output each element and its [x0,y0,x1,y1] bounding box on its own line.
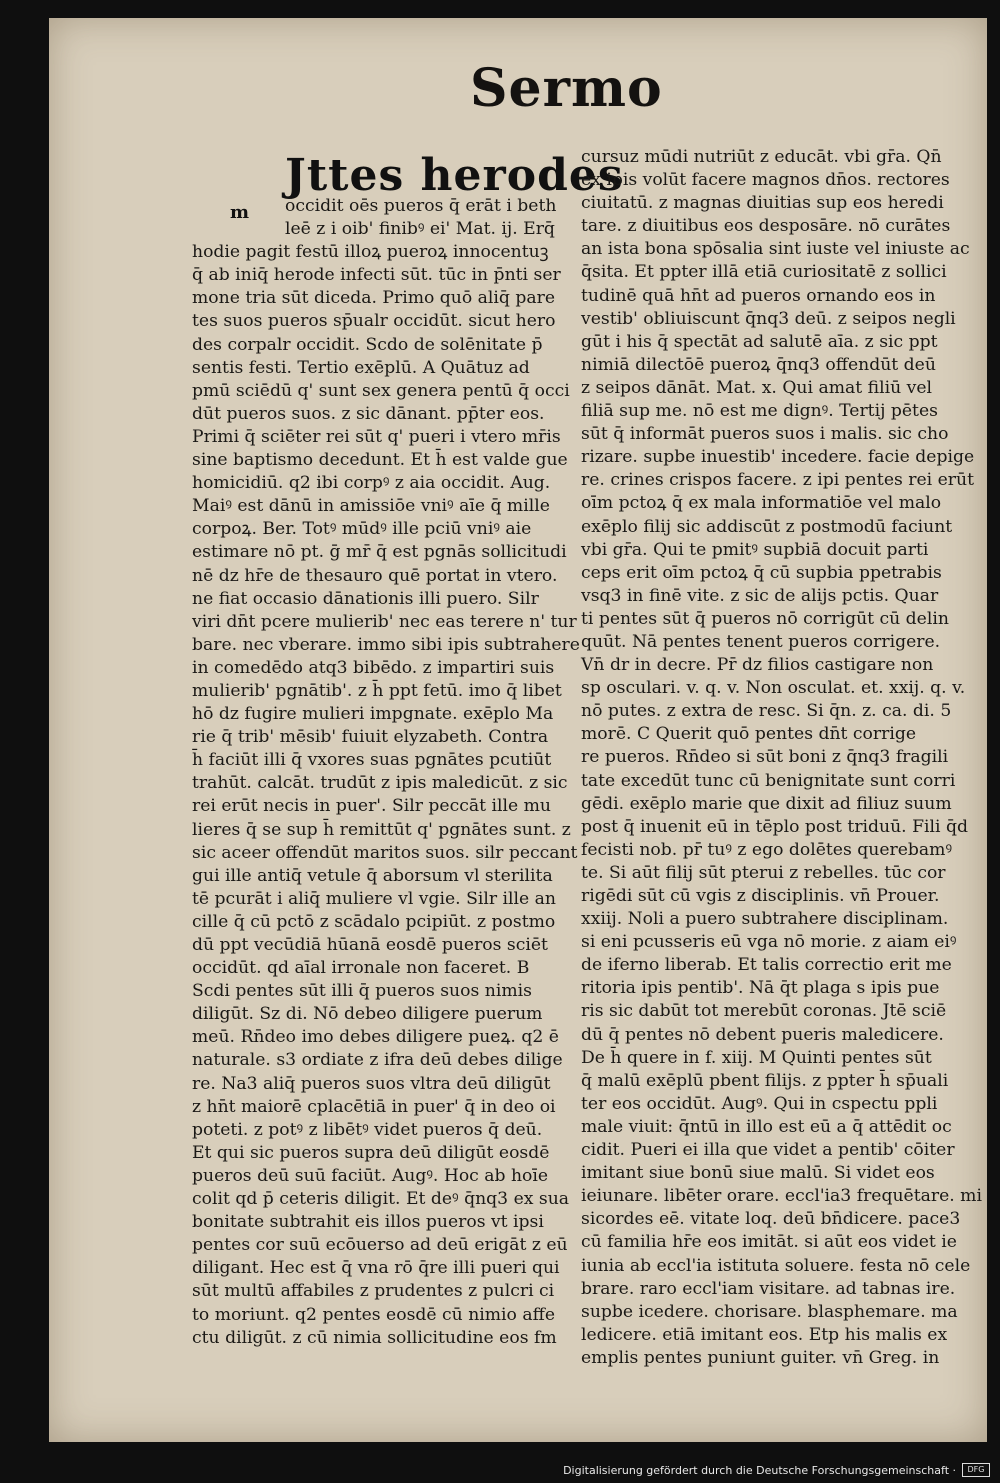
text-line: iunia ab eccl'ia istituta soluere. festa nō cele [581,1255,971,1276]
text-line: ti pentes sūt q̄ pueros nō corrigūt cū delin [581,608,949,629]
text-line: re. Na3 aliq̄ pueros suos vltra deū diligūt [192,1073,551,1094]
text-line: filiā sup me. nō est me dignꝰ. Tertij pētes [581,401,938,422]
running-header: Sermo [470,58,663,119]
text-line: imitant siue bonū siue malū. Si videt eos [581,1163,935,1184]
text-line: sūt multū affabiles z prudentes z pulcri ci [192,1281,555,1302]
text-line: in comedēdo atq3 bibēdo. z impartiri suis [192,657,555,678]
text-line: dūt pueros suos. z sic dānant. pp̄ter eos. [192,403,545,424]
text-line: naturale. s3 ordiate z ifra deū debes dilige [192,1050,563,1071]
text-line: sentis festi. Tertio exēplū. A Quātuz ad [192,357,530,378]
text-line: rei erūt necis in puer'. Silr peccāt ille mu [192,796,551,817]
text-line: q̄ malū exēplū pbent filijs. z ppter h̄ sp̄uali [581,1070,949,1091]
text-line: gūt i his q̄ spectāt ad salutē aīa. z sic ppt [581,331,938,352]
text-line: tudinē quā hn̄t ad pueros ornando eos in [581,285,936,306]
text-line: nimiā dilectōē pueroꝝ q̄nq3 offendūt deū [581,354,936,375]
text-line: hō dz fugire mulieri impgnate. exēplo Ma [192,704,554,725]
dfg-logo-icon: DFG [962,1463,990,1477]
text-line: ex ipis volūt facere magnos dn̄os. rectores [581,170,950,191]
text-line: occidūt. qd aīal irronale non faceret. B [192,958,530,979]
text-line: corpoꝝ. Ber. Totꝰ mūdꝰ ille pciū vniꝰ aie [192,519,532,540]
text-line: dū q̄ pentes nō debent pueris maledicere. [581,1024,944,1045]
text-line: ciuitatū. z magnas diuitias sup eos heredi [581,193,944,214]
text-line: re pueros. Rn̄deo si sūt boni z q̄nq3 fragili [581,747,949,768]
text-line: pueros deū suū faciūt. Augꝰ. Hoc ab hoīe [192,1165,549,1186]
text-line: Et qui sic pueros supra deū diligūt eosdē [192,1142,550,1163]
text-line: z seipos dānāt. Mat. x. Qui amat filiū vel [581,377,932,398]
text-line: colit qd p̄ ceteris diligit. Et deꝰ q̄nq3 ex sua [192,1189,570,1210]
text-line: brare. raro eccl'iam visitare. ad tabnas ire. [581,1278,956,1299]
text-line: ris sic dabūt tot merebūt coronas. Jtē sciē [581,1001,947,1022]
text-line: rizare. supbe inuestib' incedere. facie depige [581,447,975,468]
text-line: diligūt. Sz di. Nō debeo diligere puerum [192,1004,543,1025]
text-line: q̄sita. Et ppter illā etiā curiositatē z sollici [581,262,947,283]
footer-text: Digitalisierung gefördert durch die Deutsche Forschungsgemeinschaft · [563,1463,956,1477]
text-line: tare. z diuitibus eos desposāre. nō curātes [581,216,951,237]
text-line: trahūt. calcāt. trudūt z ipis maledicūt. z sic [192,773,568,794]
text-line: morē. C Querit quō pentes dn̄t corrige [581,724,916,745]
text-line: mulierib' pgnātib'. z h̄ ppt fetū. imo q̄ libet [192,680,562,701]
initial-letter: m [230,202,250,223]
text-line: si eni pcusseris eū vga nō morie. z aiam eiꝰ [581,932,957,953]
text-line: des corpalr occidit. Scdo de solēnitate p̄ [192,334,543,355]
text-line: fecisti nob. pr̄ tuꝰ z ego dolētes querebamꝰ [581,839,953,860]
text-line: pentes cor suū ecōuerso ad deū erigāt z eū [192,1235,568,1256]
text-line: nē dz hr̄e de thesauro quē portat in vtero. [192,565,558,586]
text-line: tē pcurāt i aliq̄ muliere vl vgie. Silr ille an [192,888,556,909]
text-line: rigēdi sūt cū vgis z disciplinis. vn̄ Prouer. [581,886,940,906]
text-line: Primi q̄ sciēter rei sūt q' pueri i vtero mr̄is [192,426,561,447]
text-line: h̄ faciūt illi q̄ vxores suas pgnātes pcutiūt [192,750,552,771]
text-line: z hn̄t maiorē cplacētiā in puer' q̄ in deo oi [192,1096,556,1117]
text-line: rie q̄ trib' mēsib' fuiuit elyzabeth. Contra [192,727,549,748]
text-line: an ista bona spōsalia sint iuste vel iniuste ac [581,239,970,260]
text-line: dū ppt vecūdiā hūanā eosdē pueros sciēt [192,935,548,955]
text-line: ledicere. etiā imitant eos. Etp his malis ex [581,1324,948,1345]
footer-credit [563,1463,990,1477]
text-line: gui ille antiq̄ vetule q̄ aborsum vl sterilita [192,865,553,886]
text-line: vbi gr̄a. Qui te pmitꝰ supbiā docuit parti [581,539,929,560]
text-line: sp osculari. v. q. v. Non osculat. et. xxij. q. v. [581,678,966,699]
text-line: diligant. Hec est q̄ vna rō q̄re illi pueri qui [192,1258,560,1279]
text-line: xxiij. Noli a puero subtrahere disciplinam. [581,909,949,930]
text-line: ceps erit oīm pctoꝝ q̄ cū supbia ppetrabis [581,562,942,583]
text-line: sicordes eē. vitate loq. deū bn̄dicere. pace3 [581,1209,961,1230]
text-line: Vn̄ dr in decre. Pr̄ dz filios castigare non [581,655,934,676]
incipit-heading: Jttes herodes [285,150,624,201]
text-line: sūt q̄ informāt pueros suos i malis. sic cho [581,424,949,445]
text-line: lieres q̄ se sup h̄ remittūt q' pgnātes sunt. z [192,819,571,840]
text-line: ritoria ipis pentib'. Nā q̄t plaga s ipis pue [581,978,940,999]
text-line: ctu diligūt. z cū nimia sollicitudine eos fm [192,1327,557,1348]
text-line: cursuz mūdi nutriūt z educāt. vbi gr̄a. Qn̄ [581,147,942,167]
text-line: bare. nec vberare. immo sibi ipis subtrahere [192,634,580,655]
text-line: nō putes. z extra de resc. Si q̄n. z. ca. di. 5 [581,701,952,722]
text-line: ter eos occidūt. Augꝰ. Qui in cspectu ppli [581,1093,938,1114]
text-line: vsq3 in finē vite. z sic de alijs pctis. Quar [581,585,939,606]
text-line: to moriunt. q2 pentes eosdē cū nimio affe [192,1304,555,1325]
text-line: poteti. z potꝰ z libētꝰ videt pueros q̄ deū. [192,1119,543,1140]
text-line: emplis pentes puniunt guiter. vn̄ Greg. in [581,1347,940,1368]
text-line: de iferno liberab. Et talis correctio erit me [581,955,952,976]
text-line: gēdi. exēplo marie que dixit ad filiuz suum [581,793,952,814]
text-line: occidit oēs pueros q̄ erāt i beth [285,196,557,216]
text-line: exēplo filij sic addiscūt z postmodū faciunt [581,516,953,537]
text-line: vestib' obliuiscunt q̄nq3 deū. z seipos negli [581,308,956,329]
text-line: oīm pctoꝝ q̄ ex mala informatiōe vel malo [581,493,942,514]
text-line: hodie pagit festū illoꝝ pueroꝝ innocentuꝫ [192,242,549,263]
text-line: sic aceer offendūt maritos suos. silr peccant [192,842,578,863]
text-line: supbe icedere. chorisare. blasphemare. ma [581,1301,958,1322]
text-line: cille q̄ cū pctō z scādalo pcipiūt. z postmo [192,911,556,932]
text-line: meū. Rn̄deo imo debes diligere pueꝝ. q2 ē [192,1027,559,1048]
text-line: tate excedūt tunc cū benignitate sunt corri [581,770,956,791]
text-line: homicidiū. q2 ibi corpꝰ z aia occidit. Aug. [192,473,551,494]
text-line: leē z i oib' finibꝰ ei' Mat. ij. Erq̄ [285,219,555,240]
text-line: male viuit: q̄ntū in illo est eū a q̄ attēdit oc [581,1116,952,1137]
right-text-column [581,146,982,1370]
text-line: te. Si aūt filij sūt pterui z rebelles. tūc cor [581,862,946,883]
text-line: quūt. Nā pentes tenent pueros corrigere. [581,631,941,652]
text-line: mone tria sūt diceda. Primo quō aliq̄ pare [192,288,556,309]
text-line: viri dn̄t pcere mulierib' nec eas terere n' tur [192,611,577,632]
text-line: q̄ ab iniq̄ herode infecti sūt. tūc in p̄nti ser [192,265,561,286]
text-line: cidit. Pueri ei illa que videt a pentib' cōiter [581,1140,955,1161]
text-line: cū familia hr̄e eos imitāt. si aūt eos videt ie [581,1232,957,1253]
text-line: Maiꝰ est dānū in amissiōe vniꝰ aīe q̄ mille [192,496,550,517]
text-line: sine baptismo decedunt. Et h̄ est valde gue [192,450,568,471]
text-line: ieiunare. libēter orare. eccl'ia3 frequētare. mi [581,1186,982,1207]
text-line: De h̄ quere in f. xiij. M Quinti pentes sūt [581,1047,932,1068]
text-line: re. crines crispos facere. z ipi pentes rei erūt [581,470,974,491]
text-line: Scdi pentes sūt illi q̄ pueros suos nimis [192,981,532,1002]
text-line: ne fiat occasio dānationis illi puero. Silr [192,588,539,609]
left-text-column [192,195,580,1350]
text-line: tes suos pueros sp̄ualr occidūt. sicut hero [192,311,556,332]
text-line: estimare nō pt. ḡ mr̄ q̄ est pgnās sollicitudi [192,542,567,563]
text-line: post q̄ inuenit eū in tēplo post triduū. Fili q̄d [581,816,968,837]
text-line: bonitate subtrahit eis illos pueros vt ipsi [192,1212,544,1233]
text-line: pmū sciēdū q' sunt sex genera pentū q̄ occi [192,380,570,401]
